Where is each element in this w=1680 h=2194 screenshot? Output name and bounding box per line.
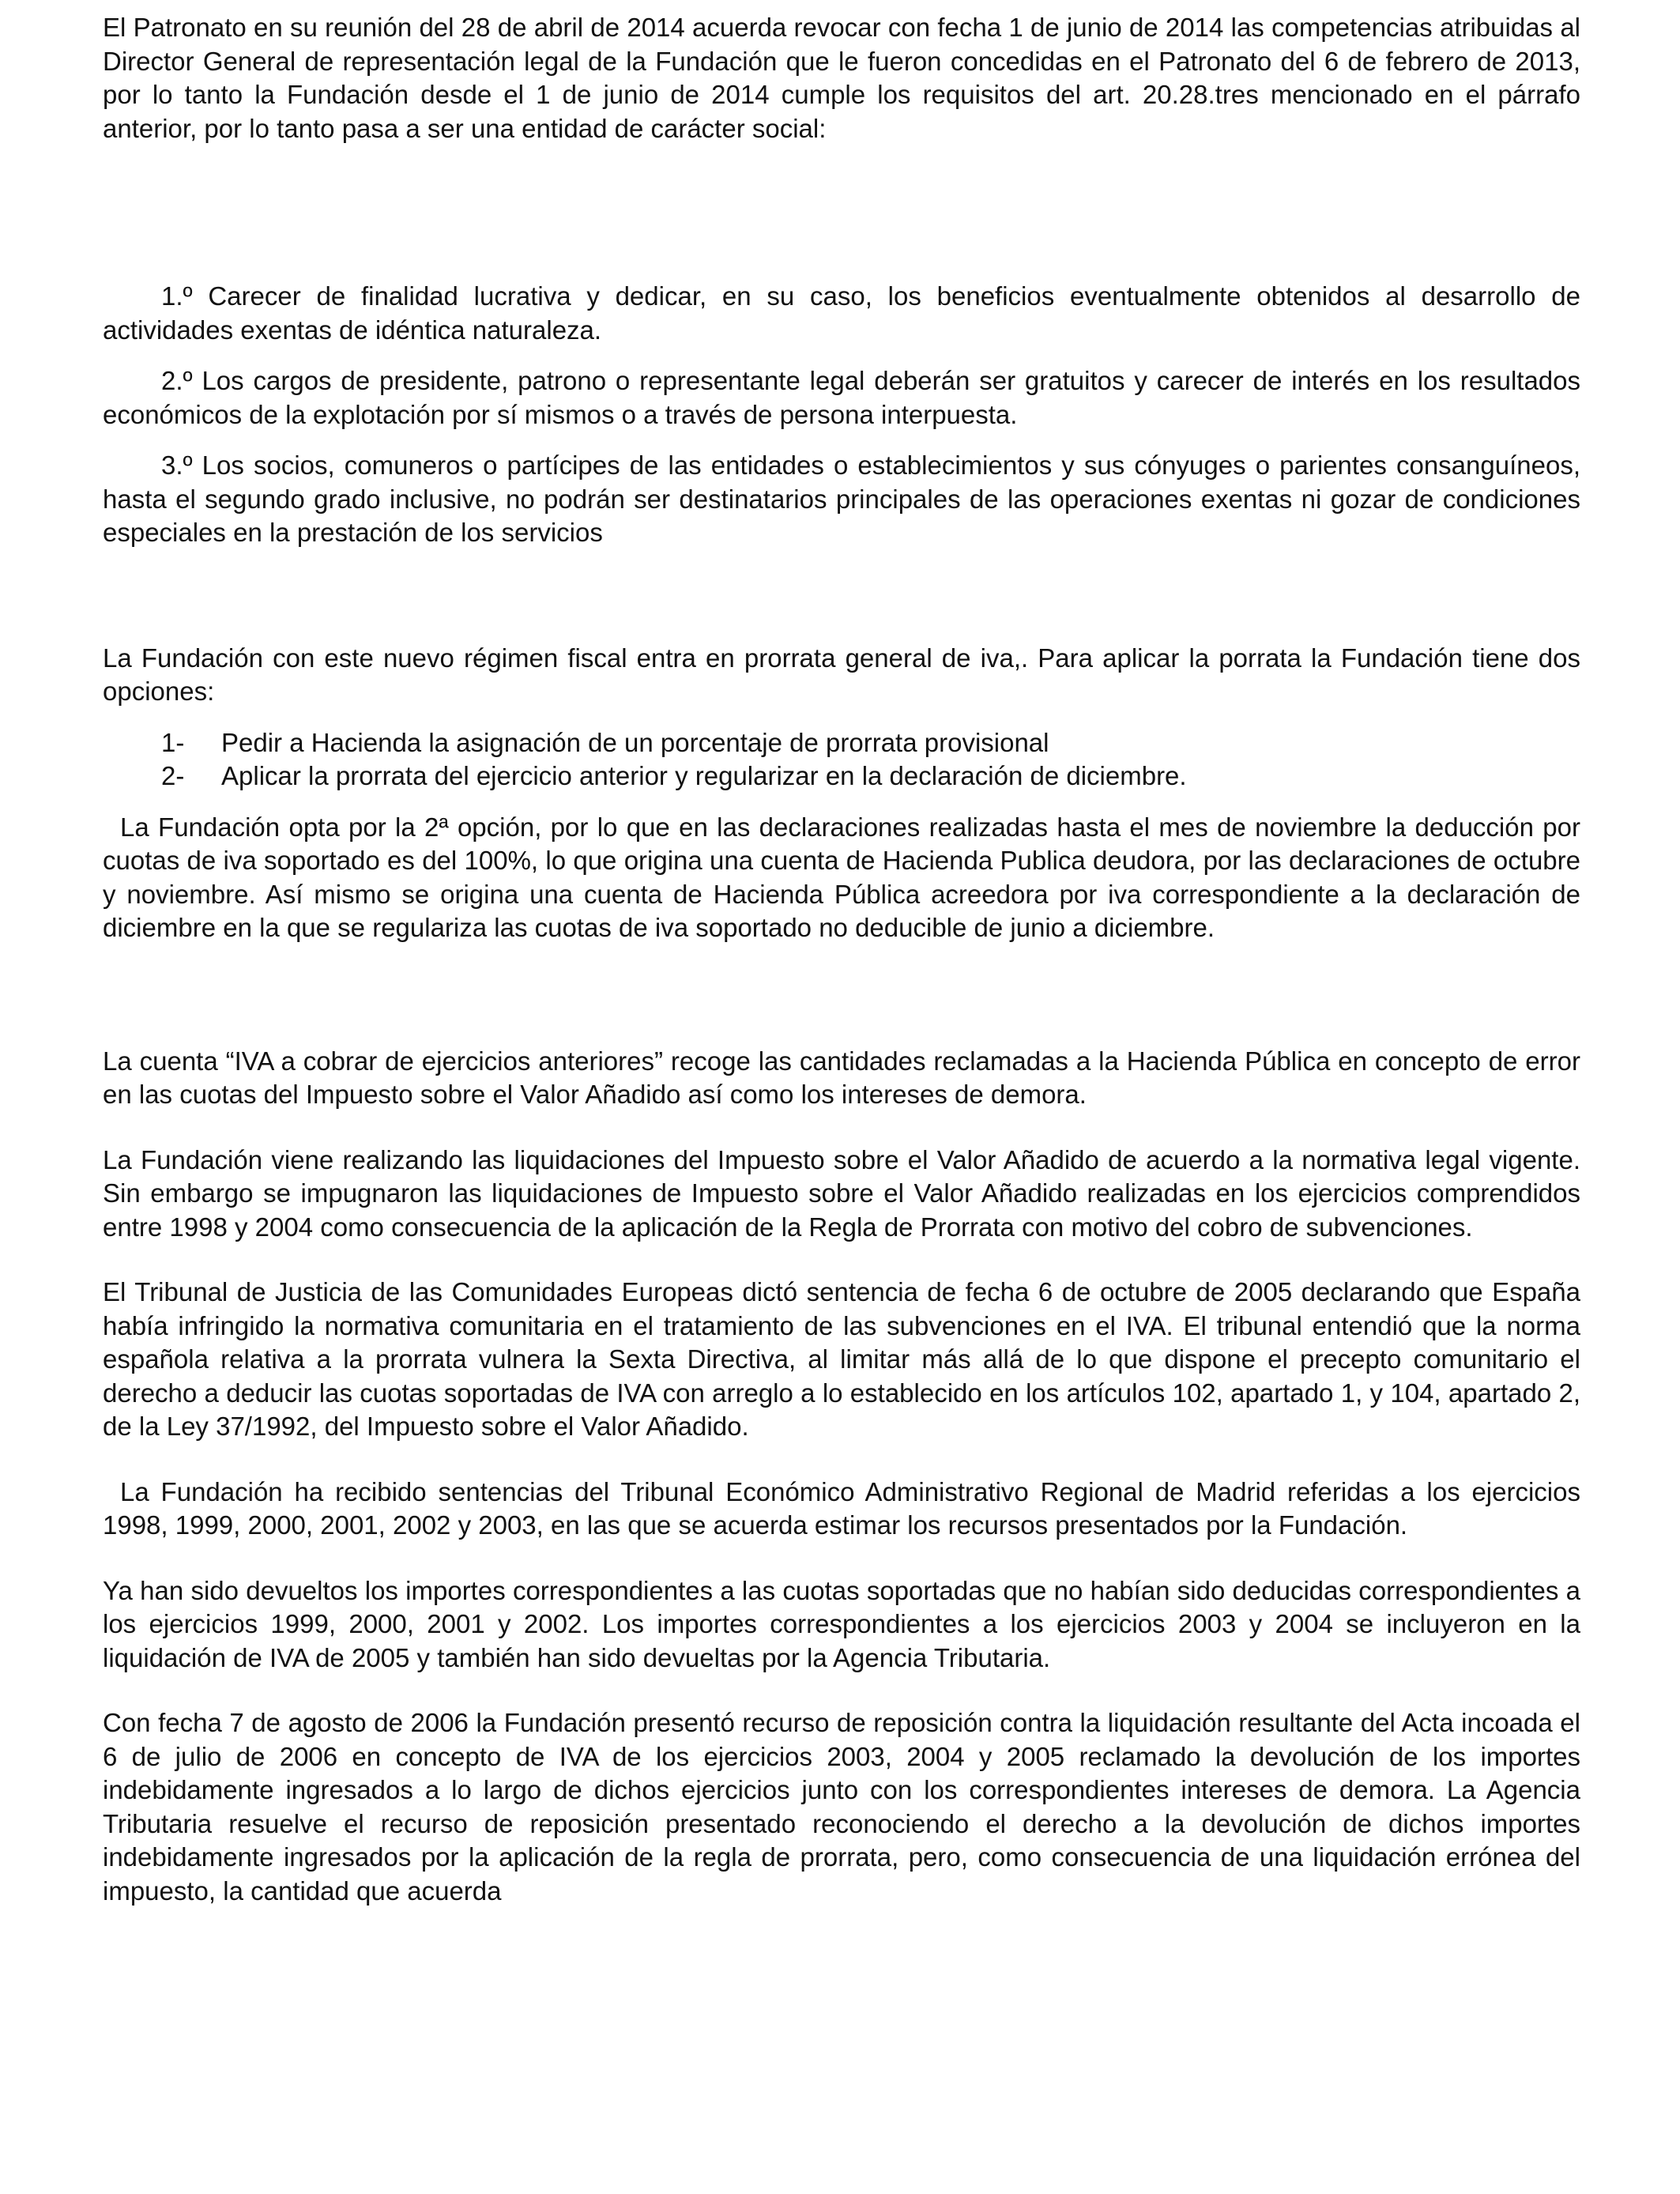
tribunal-paragraph: El Tribunal de Justicia de las Comunidades Europeas dictó sentencia de fecha 6 de octubre de 2005 declarando que España había infringido la normativa comunitaria en el tratamiento de las subvenciones en el IVA. El tribunal entendió que la norma española relativa a la prorrata vulnera la Sexta Directiva, al limitar más allá de lo que dispone el precepto comunitario el derecho a deducir las cuotas soportadas de IVA con arreglo a lo establecido en los artículos 102, apartado 1, y 104, apartado 2, de la Ley 37/1992, del Impuesto sobre el Valor Añadido.: [103, 1277, 1580, 1441]
spacer: [103, 432, 1580, 449]
option-text: Pedir a Hacienda la asignación de un porcentaje de prorrata provisional: [221, 727, 1049, 757]
intro-paragraph: El Patronato en su reunión del 28 de abril de 2014 acuerda revocar con fecha 1 de junio de 2014 las competencias atribuidas al Director General de representación legal de la Fundación que le fueron concedidas en el Patronato del 6 de febrero de 2013, por lo tanto la Fundación desde el 1 de junio de 2014 cumple los requisitos del art. 20.28.tres mencionado en el párrafo anterior, por lo tanto pasa a ser una entidad de carácter social:: [103, 13, 1580, 143]
appeal-paragraph: Con fecha 7 de agosto de 2006 la Fundación presentó recurso de reposición contra la liquidación resultante del Acta incoada el 6 de julio de 2006 en concepto de IVA de los ejercicios 2003, 2004 y 2005 reclamado la devolución de los importes indebidamente ingresados a lo largo de dichos ejercicios junto con los correspondientes intereses de demora. La Agencia Tributaria resuelve el recurso de reposición presentado reconociendo el derecho a la devolución de dichos importes indebidamente ingresados por la aplicación de la regla de prorrata, pero, como consecuencia de una liquidación errónea del impuesto, la cantidad que acuerda: [103, 1708, 1580, 1906]
options-list: [103, 726, 1580, 794]
list-item: [103, 760, 1580, 794]
iva-account-paragraph: La cuenta “IVA a cobrar de ejercicios anteriores” recoge las cantidades reclamadas a la Hacienda Pública en concepto de error en las cuotas del Impuesto sobre el Valor Añadido así como los intereses de demora.: [103, 1046, 1580, 1109]
spacer: [103, 709, 1580, 726]
spacer: [103, 945, 1580, 1045]
spacer: [103, 1675, 1580, 1706]
spacer: [103, 1543, 1580, 1574]
spacer: [103, 1112, 1580, 1144]
list-marker: 2-: [161, 761, 185, 790]
spacer: [103, 1244, 1580, 1276]
list-marker: 1-: [161, 727, 185, 757]
requirement-2: 2.º Los cargos de presidente, patrono o representante legal deberán ser gratuitos y carecer de interés en los resultados económicos de la explotación por sí mismos o a través de persona interpuesta.: [103, 366, 1580, 429]
requirement-3: 3.º Los socios, comuneros o partícipes de las entidades o establecimientos y sus cónyuges o parientes consanguíneos, hasta el segundo grado inclusive, no podrán ser destinatarios principales de las operaciones exentas ni gozar de condiciones especiales en la prestación de los servicios: [103, 450, 1580, 547]
sentences-paragraph: La Fundación ha recibido sentencias del Tribunal Económico Administrativo Regional de Madrid referidas a los ejercicios 1998, 1999, 2000, 2001, 2002 y 2003, en las que se acuerda estimar los recursos presentados por la Fundación.: [103, 1476, 1580, 1540]
option-text: Aplicar la prorrata del ejercicio anterior y regularizar en la declaración de diciembre.: [221, 761, 1187, 790]
spacer: [103, 347, 1580, 364]
spacer: [103, 794, 1580, 811]
requirement-1: 1.º Carecer de finalidad lucrativa y dedicar, en su caso, los beneficios eventualmente obtenidos al desarrollo de actividades exentas de idéntica naturaleza.: [103, 281, 1580, 345]
option-choice-paragraph: La Fundación opta por la 2ª opción, por lo que en las declaraciones realizadas hasta el mes de noviembre la deducción por cuotas de iva soportado es del 100%, lo que origina una cuenta de Hacienda Publica deudora, por las declaraciones de octubre y noviembre. Así mismo se origina una cuenta de Hacienda Pública acreedora por iva correspondiente a la declaración de diciembre en la que se regulariza las cuotas de iva soportado no deducible de junio a diciembre.: [103, 812, 1580, 942]
spacer: [103, 1444, 1580, 1476]
spacer: [103, 550, 1580, 642]
list-item: [103, 726, 1580, 760]
document-page: [103, 11, 1580, 1908]
liquidations-paragraph: La Fundación viene realizando las liquidaciones del Impuesto sobre el Valor Añadido de acuerdo a la normativa legal vigente. Sin embargo se impugnaron las liquidaciones de Impuesto sobre el Valor Añadido realizadas en los ejercicios comprendidos entre 1998 y 2004 como consecuencia de la aplicación de la Regla de Prorrata con motivo del cobro de subvenciones.: [103, 1144, 1580, 1242]
spacer: [103, 145, 1580, 280]
prorrata-intro-paragraph: La Fundación con este nuevo régimen fiscal entra en prorrata general de iva,. Para aplicar la porrata la Fundación tiene dos opciones:: [103, 643, 1580, 706]
refunds-paragraph: Ya han sido devueltos los importes correspondientes a las cuotas soportadas que no habían sido deducidas correspondientes a los ejercicios 1999, 2000, 2001 y 2002. Los importes correspondientes a los ejercicios 2003 y 2004 se incluyeron en la liquidación de IVA de 2005 y también han sido devueltas por la Agencia Tributaria.: [103, 1575, 1580, 1672]
